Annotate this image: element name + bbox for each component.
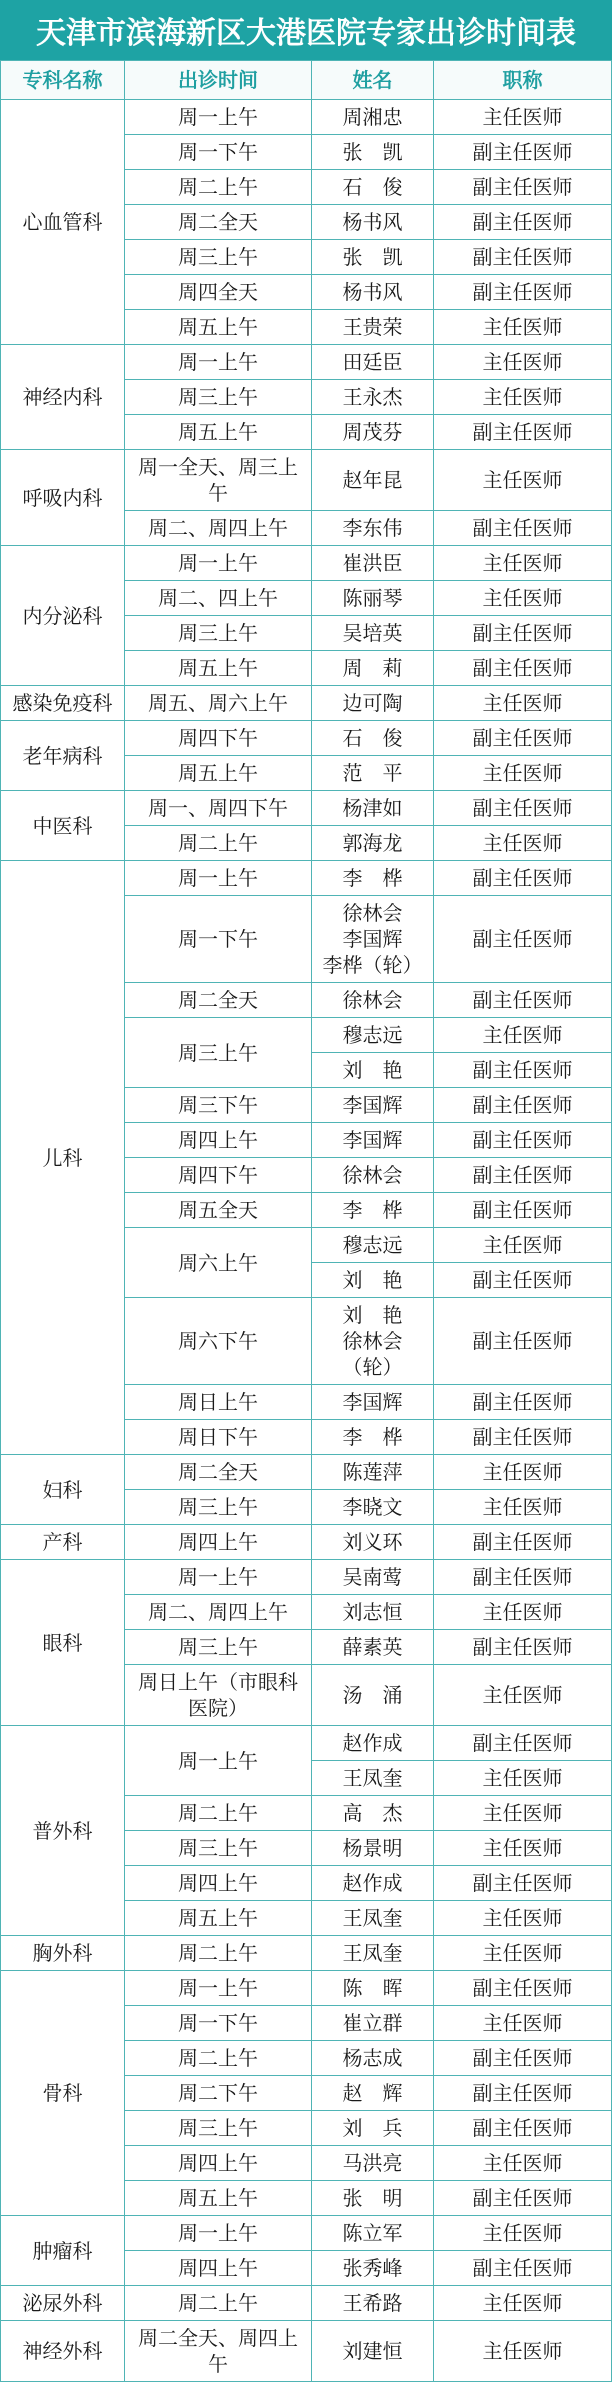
- doctor-rank-cell: 副主任医师: [434, 240, 611, 274]
- doctor-name-cell: 李 桦: [312, 1193, 433, 1227]
- doctor-rank-cell: 副主任医师: [434, 1088, 611, 1122]
- doctor-name-cell: 李东伟: [312, 511, 433, 545]
- time-cell: 周五、周六上午: [125, 686, 311, 720]
- doctor-rank-cell: 副主任医师: [434, 721, 611, 755]
- doctor-rank-cell: 副主任医师: [434, 1385, 611, 1419]
- doctor-rank-cell: 主任医师: [434, 581, 611, 615]
- time-cell: 周一全天、周三上午: [125, 450, 311, 510]
- time-cell: 周三上午: [125, 380, 311, 414]
- department-cell: 产科: [1, 1525, 124, 1559]
- department-cell: 肿瘤科: [1, 2216, 124, 2285]
- doctor-name-cell: 边可陶: [312, 686, 433, 720]
- doctor-name-cell: 崔立群: [312, 2006, 433, 2040]
- doctor-name-cell: 崔洪臣: [312, 546, 433, 580]
- department-cell: 内分泌科: [1, 546, 124, 685]
- time-cell: 周四上午: [125, 1866, 311, 1900]
- time-cell: 周三上午: [125, 1630, 311, 1664]
- time-cell: 周二全天: [125, 983, 311, 1017]
- time-cell: 周二、周四上午: [125, 1595, 311, 1629]
- time-cell: 周三下午: [125, 1088, 311, 1122]
- doctor-name-cell: 吴培英: [312, 616, 433, 650]
- time-cell: 周四上午: [125, 1525, 311, 1559]
- doctor-name-cell: 赵年昆: [312, 450, 433, 510]
- doctor-name-cell: 赵作成: [312, 1726, 433, 1760]
- doctor-rank-cell: 副主任医师: [434, 2041, 611, 2075]
- doctor-name-cell: 王凤奎: [312, 1901, 433, 1935]
- doctor-name-cell: 高 杰: [312, 1796, 433, 1830]
- time-cell: 周一上午: [125, 1971, 311, 2005]
- time-cell: 周二全天: [125, 1455, 311, 1489]
- doctor-name-cell: 刘 艳: [312, 1053, 433, 1087]
- doctor-name-cell: 汤 涌: [312, 1665, 433, 1725]
- time-cell: 周二上午: [125, 826, 311, 860]
- doctor-name-cell: 李 桦: [312, 861, 433, 895]
- doctor-name-cell: 徐林会: [312, 983, 433, 1017]
- doctor-name-cell: 陈立军: [312, 2216, 433, 2250]
- doctor-name-cell: 杨景明: [312, 1831, 433, 1865]
- doctor-rank-cell: 主任医师: [434, 2321, 611, 2381]
- doctor-rank-cell: 主任医师: [434, 2286, 611, 2320]
- doctor-rank-cell: 副主任医师: [434, 511, 611, 545]
- doctor-rank-cell: 主任医师: [434, 310, 611, 344]
- time-cell: 周四下午: [125, 721, 311, 755]
- doctor-rank-cell: 副主任医师: [434, 2111, 611, 2145]
- time-cell: 周二上午: [125, 2041, 311, 2075]
- time-cell: 周二上午: [125, 2286, 311, 2320]
- doctor-rank-cell: 副主任医师: [434, 1420, 611, 1454]
- doctor-name-cell: 杨津如: [312, 791, 433, 825]
- doctor-name-cell: 陈 晖: [312, 1971, 433, 2005]
- doctor-name-cell: 周茂芬: [312, 415, 433, 449]
- time-cell: 周一上午: [125, 1726, 311, 1795]
- doctor-rank-cell: 主任医师: [434, 546, 611, 580]
- time-cell: 周一下午: [125, 135, 311, 169]
- time-cell: 周四全天: [125, 275, 311, 309]
- time-cell: 周一下午: [125, 896, 311, 982]
- time-cell: 周日下午: [125, 1420, 311, 1454]
- doctor-rank-cell: 副主任医师: [434, 1193, 611, 1227]
- time-cell: 周四上午: [125, 2146, 311, 2180]
- doctor-name-cell: 王凤奎: [312, 1936, 433, 1970]
- doctor-name-cell: 范 平: [312, 756, 433, 790]
- doctor-rank-cell: 主任医师: [434, 686, 611, 720]
- doctor-rank-cell: 主任医师: [434, 380, 611, 414]
- doctor-rank-cell: 主任医师: [434, 1595, 611, 1629]
- doctor-name-cell: 吴南莺: [312, 1560, 433, 1594]
- doctor-rank-cell: 副主任医师: [434, 1263, 611, 1297]
- doctor-rank-cell: 主任医师: [434, 1831, 611, 1865]
- doctor-rank-cell: 副主任医师: [434, 1158, 611, 1192]
- time-cell: 周五上午: [125, 756, 311, 790]
- doctor-rank-cell: 副主任医师: [434, 1560, 611, 1594]
- time-cell: 周一、周四下午: [125, 791, 311, 825]
- doctor-name-cell: 陈丽琴: [312, 581, 433, 615]
- time-cell: 周三上午: [125, 1018, 311, 1087]
- time-cell: 周四下午: [125, 1158, 311, 1192]
- doctor-name-cell: 刘建恒: [312, 2321, 433, 2381]
- doctor-name-cell: 田廷臣: [312, 345, 433, 379]
- time-cell: 周五上午: [125, 415, 311, 449]
- doctor-rank-cell: 副主任医师: [434, 2251, 611, 2285]
- department-cell: 眼科: [1, 1560, 124, 1725]
- doctor-rank-cell: 副主任医师: [434, 1866, 611, 1900]
- doctor-name-cell: 张秀峰: [312, 2251, 433, 2285]
- doctor-rank-cell: 主任医师: [434, 826, 611, 860]
- doctor-name-cell: 赵作成: [312, 1866, 433, 1900]
- time-cell: 周二、四上午: [125, 581, 311, 615]
- doctor-rank-cell: 主任医师: [434, 100, 611, 134]
- time-cell: 周一上午: [125, 1560, 311, 1594]
- department-cell: 普外科: [1, 1726, 124, 1935]
- time-cell: 周二下午: [125, 2076, 311, 2110]
- time-cell: 周四上午: [125, 1123, 311, 1157]
- doctor-rank-cell: 副主任医师: [434, 415, 611, 449]
- time-cell: 周一上午: [125, 861, 311, 895]
- doctor-rank-cell: 副主任医师: [434, 275, 611, 309]
- doctor-name-cell: 石 俊: [312, 170, 433, 204]
- time-cell: 周五上午: [125, 310, 311, 344]
- header-rank: 职称: [434, 61, 611, 99]
- time-cell: 周一上午: [125, 345, 311, 379]
- header-name: 姓名: [312, 61, 433, 99]
- time-cell: 周日上午: [125, 1385, 311, 1419]
- doctor-rank-cell: 主任医师: [434, 1228, 611, 1262]
- doctor-rank-cell: 主任医师: [434, 756, 611, 790]
- doctor-name-cell: 王贵荣: [312, 310, 433, 344]
- department-cell: 骨科: [1, 1971, 124, 2215]
- doctor-name-cell: 徐林会 李国辉 李桦（轮）: [312, 896, 433, 982]
- doctor-rank-cell: 副主任医师: [434, 651, 611, 685]
- doctor-rank-cell: 副主任医师: [434, 1630, 611, 1664]
- time-cell: 周二全天、周四上午: [125, 2321, 311, 2381]
- doctor-name-cell: 杨志成: [312, 2041, 433, 2075]
- time-cell: 周一下午: [125, 2006, 311, 2040]
- department-cell: 妇科: [1, 1455, 124, 1524]
- doctor-rank-cell: 主任医师: [434, 1455, 611, 1489]
- time-cell: 周一上午: [125, 2216, 311, 2250]
- doctor-name-cell: 王永杰: [312, 380, 433, 414]
- page-title: 天津市滨海新区大港医院专家出诊时间表: [0, 0, 612, 60]
- doctor-rank-cell: 副主任医师: [434, 135, 611, 169]
- doctor-name-cell: 刘志恒: [312, 1595, 433, 1629]
- doctor-rank-cell: 主任医师: [434, 1796, 611, 1830]
- time-cell: 周五上午: [125, 2181, 311, 2215]
- department-cell: 神经外科: [1, 2321, 124, 2381]
- doctor-rank-cell: 副主任医师: [434, 1053, 611, 1087]
- doctor-name-cell: 李国辉: [312, 1123, 433, 1157]
- doctor-name-cell: 周 莉: [312, 651, 433, 685]
- time-cell: 周五上午: [125, 651, 311, 685]
- time-cell: 周三上午: [125, 240, 311, 274]
- time-cell: 周一上午: [125, 100, 311, 134]
- time-cell: 周三上午: [125, 1490, 311, 1524]
- doctor-rank-cell: 副主任医师: [434, 983, 611, 1017]
- doctor-rank-cell: 主任医师: [434, 1490, 611, 1524]
- time-cell: 周三上午: [125, 616, 311, 650]
- doctor-name-cell: 周湘忠: [312, 100, 433, 134]
- doctor-name-cell: 赵 辉: [312, 2076, 433, 2110]
- doctor-name-cell: 李国辉: [312, 1385, 433, 1419]
- doctor-name-cell: 李 桦: [312, 1420, 433, 1454]
- department-cell: 胸外科: [1, 1936, 124, 1970]
- doctor-name-cell: 陈莲萍: [312, 1455, 433, 1489]
- schedule-table: [0, 60, 612, 2382]
- doctor-name-cell: 石 俊: [312, 721, 433, 755]
- time-cell: 周二全天: [125, 205, 311, 239]
- time-cell: 周二上午: [125, 1936, 311, 1970]
- time-cell: 周六上午: [125, 1228, 311, 1297]
- time-cell: 周二上午: [125, 1796, 311, 1830]
- department-cell: 呼吸内科: [1, 450, 124, 545]
- time-cell: 周一上午: [125, 546, 311, 580]
- doctor-name-cell: 刘义环: [312, 1525, 433, 1559]
- doctor-name-cell: 穆志远: [312, 1228, 433, 1262]
- doctor-name-cell: 杨书风: [312, 275, 433, 309]
- time-cell: 周二上午: [125, 170, 311, 204]
- doctor-rank-cell: 副主任医师: [434, 205, 611, 239]
- doctor-rank-cell: 副主任医师: [434, 616, 611, 650]
- doctor-rank-cell: 副主任医师: [434, 2181, 611, 2215]
- doctor-rank-cell: 副主任医师: [434, 1971, 611, 2005]
- doctor-name-cell: 穆志远: [312, 1018, 433, 1052]
- header-time: 出诊时间: [125, 61, 311, 99]
- doctor-rank-cell: 副主任医师: [434, 2076, 611, 2110]
- time-cell: 周五上午: [125, 1901, 311, 1935]
- doctor-name-cell: 张 凯: [312, 240, 433, 274]
- doctor-name-cell: 马洪亮: [312, 2146, 433, 2180]
- time-cell: 周五全天: [125, 1193, 311, 1227]
- doctor-rank-cell: 副主任医师: [434, 1298, 611, 1384]
- doctor-rank-cell: 副主任医师: [434, 170, 611, 204]
- doctor-rank-cell: 主任医师: [434, 1761, 611, 1795]
- doctor-name-cell: 郭海龙: [312, 826, 433, 860]
- doctor-rank-cell: 副主任医师: [434, 861, 611, 895]
- time-cell: 周六下午: [125, 1298, 311, 1384]
- doctor-rank-cell: 副主任医师: [434, 791, 611, 825]
- doctor-name-cell: 王凤奎: [312, 1761, 433, 1795]
- time-cell: 周三上午: [125, 2111, 311, 2145]
- department-cell: 老年病科: [1, 721, 124, 790]
- doctor-name-cell: 张 凯: [312, 135, 433, 169]
- doctor-name-cell: 刘 兵: [312, 2111, 433, 2145]
- time-cell: 周二、周四上午: [125, 511, 311, 545]
- doctor-name-cell: 薛素英: [312, 1630, 433, 1664]
- doctor-name-cell: 王希路: [312, 2286, 433, 2320]
- doctor-rank-cell: 主任医师: [434, 1936, 611, 1970]
- doctor-name-cell: 刘 艳: [312, 1263, 433, 1297]
- department-cell: 中医科: [1, 791, 124, 860]
- doctor-rank-cell: 主任医师: [434, 1018, 611, 1052]
- doctor-rank-cell: 副主任医师: [434, 1525, 611, 1559]
- doctor-rank-cell: 主任医师: [434, 1665, 611, 1725]
- doctor-rank-cell: 主任医师: [434, 2216, 611, 2250]
- time-cell: 周四上午: [125, 2251, 311, 2285]
- department-cell: 神经内科: [1, 345, 124, 449]
- doctor-name-cell: 刘 艳 徐林会 （轮）: [312, 1298, 433, 1384]
- department-cell: 儿科: [1, 861, 124, 1454]
- time-cell: 周日上午（市眼科医院）: [125, 1665, 311, 1725]
- doctor-rank-cell: 主任医师: [434, 1901, 611, 1935]
- department-cell: 心血管科: [1, 100, 124, 344]
- doctor-rank-cell: 主任医师: [434, 2006, 611, 2040]
- doctor-name-cell: 杨书风: [312, 205, 433, 239]
- header-department: 专科名称: [1, 61, 124, 99]
- doctor-rank-cell: 主任医师: [434, 345, 611, 379]
- department-cell: 感染免疫科: [1, 686, 124, 720]
- doctor-name-cell: 张 明: [312, 2181, 433, 2215]
- doctor-name-cell: 李晓文: [312, 1490, 433, 1524]
- doctor-rank-cell: 副主任医师: [434, 1726, 611, 1760]
- doctor-rank-cell: 主任医师: [434, 450, 611, 510]
- department-cell: 泌尿外科: [1, 2286, 124, 2320]
- time-cell: 周三上午: [125, 1831, 311, 1865]
- doctor-name-cell: 李国辉: [312, 1088, 433, 1122]
- doctor-name-cell: 徐林会: [312, 1158, 433, 1192]
- doctor-rank-cell: 副主任医师: [434, 896, 611, 982]
- doctor-rank-cell: 副主任医师: [434, 1123, 611, 1157]
- doctor-rank-cell: 主任医师: [434, 2146, 611, 2180]
